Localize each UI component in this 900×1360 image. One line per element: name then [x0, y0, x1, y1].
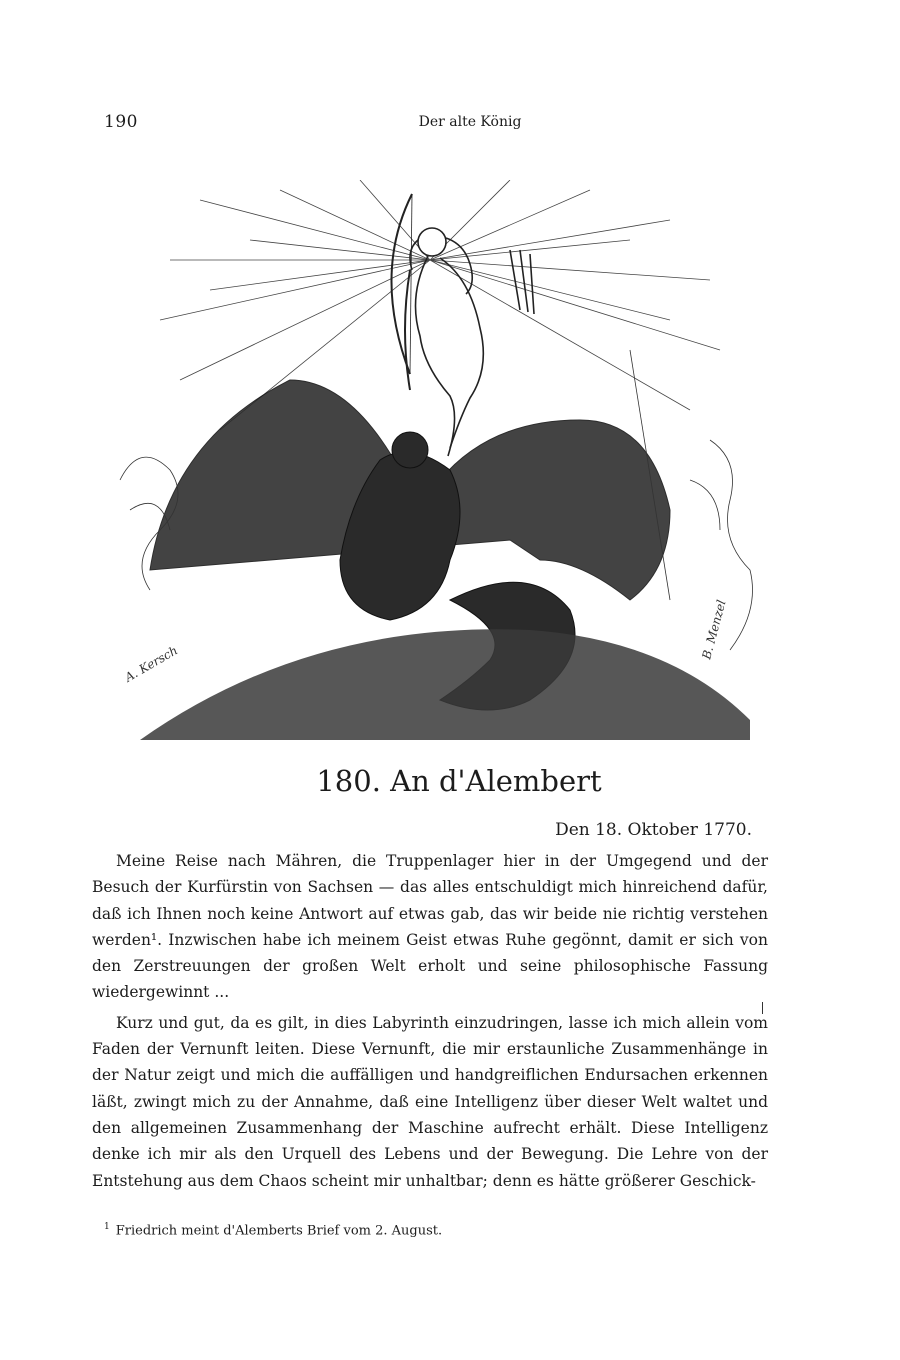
- margin-mark: [762, 1002, 763, 1014]
- signature-right: B. Menzel: [699, 598, 729, 661]
- letter-heading: 180. An d'Alembert: [316, 764, 602, 798]
- archer-figure: [391, 194, 534, 456]
- running-head: Der alte König: [418, 114, 522, 130]
- letter-body: [92, 848, 768, 1194]
- footnote-marker: 1: [104, 1222, 110, 1232]
- paragraph-2: Kurz und gut, da es gilt, in dies Labyrinth einzudringen, lasse ich mich allein vom Faden der Vernunft leiten. Diese Vernunft, die mir erstaunliche Zusammenhänge in der Natur zeigt und mich die auffälligen und handgreiflichen Endursachen erkennen läßt, zwingt mich zu der Annahme, daß eine Intelligenz über dieser Welt waltet und den allgemeinen Zusammenhang der Maschine aufrecht erhält. Diese Intelligenz denke ich mir als den Urquell des Lebens und der Bewegung. Die Lehre von der Entstehung aus dem Chaos scheint mir unhaltbar; denn es hätte größerer Geschick-: [92, 1013, 768, 1190]
- footnote-text: Friedrich meint d'Alemberts Brief vom 2. August.: [115, 1223, 443, 1239]
- globe-ground: [140, 629, 750, 740]
- engraving-image: [110, 180, 770, 740]
- footnote: [104, 1222, 442, 1238]
- illustration: [110, 180, 770, 740]
- paragraph-1: Meine Reise nach Mähren, die Truppenlager hier in der Umgegend und der Besuch der Kurfürstin von Sachsen — das alles entschuldigt mich hinreichend dafür, daß ich Ihnen noch keine Antwort auf etwas gab, das wir beide nie richtig verstehen werden¹. Inzwischen habe ich meinem Geist etwas Ruhe gegönnt, damit er sich von den Zerstreuungen der großen Welt erholt und seine philosophische Fassung wiedergewinnt ...: [92, 852, 768, 1002]
- light-rays: [160, 180, 720, 430]
- signature-left: A. Kersch: [122, 643, 181, 685]
- letter-date: Den 18. Oktober 1770.: [555, 820, 752, 840]
- page-number: 190: [104, 112, 138, 132]
